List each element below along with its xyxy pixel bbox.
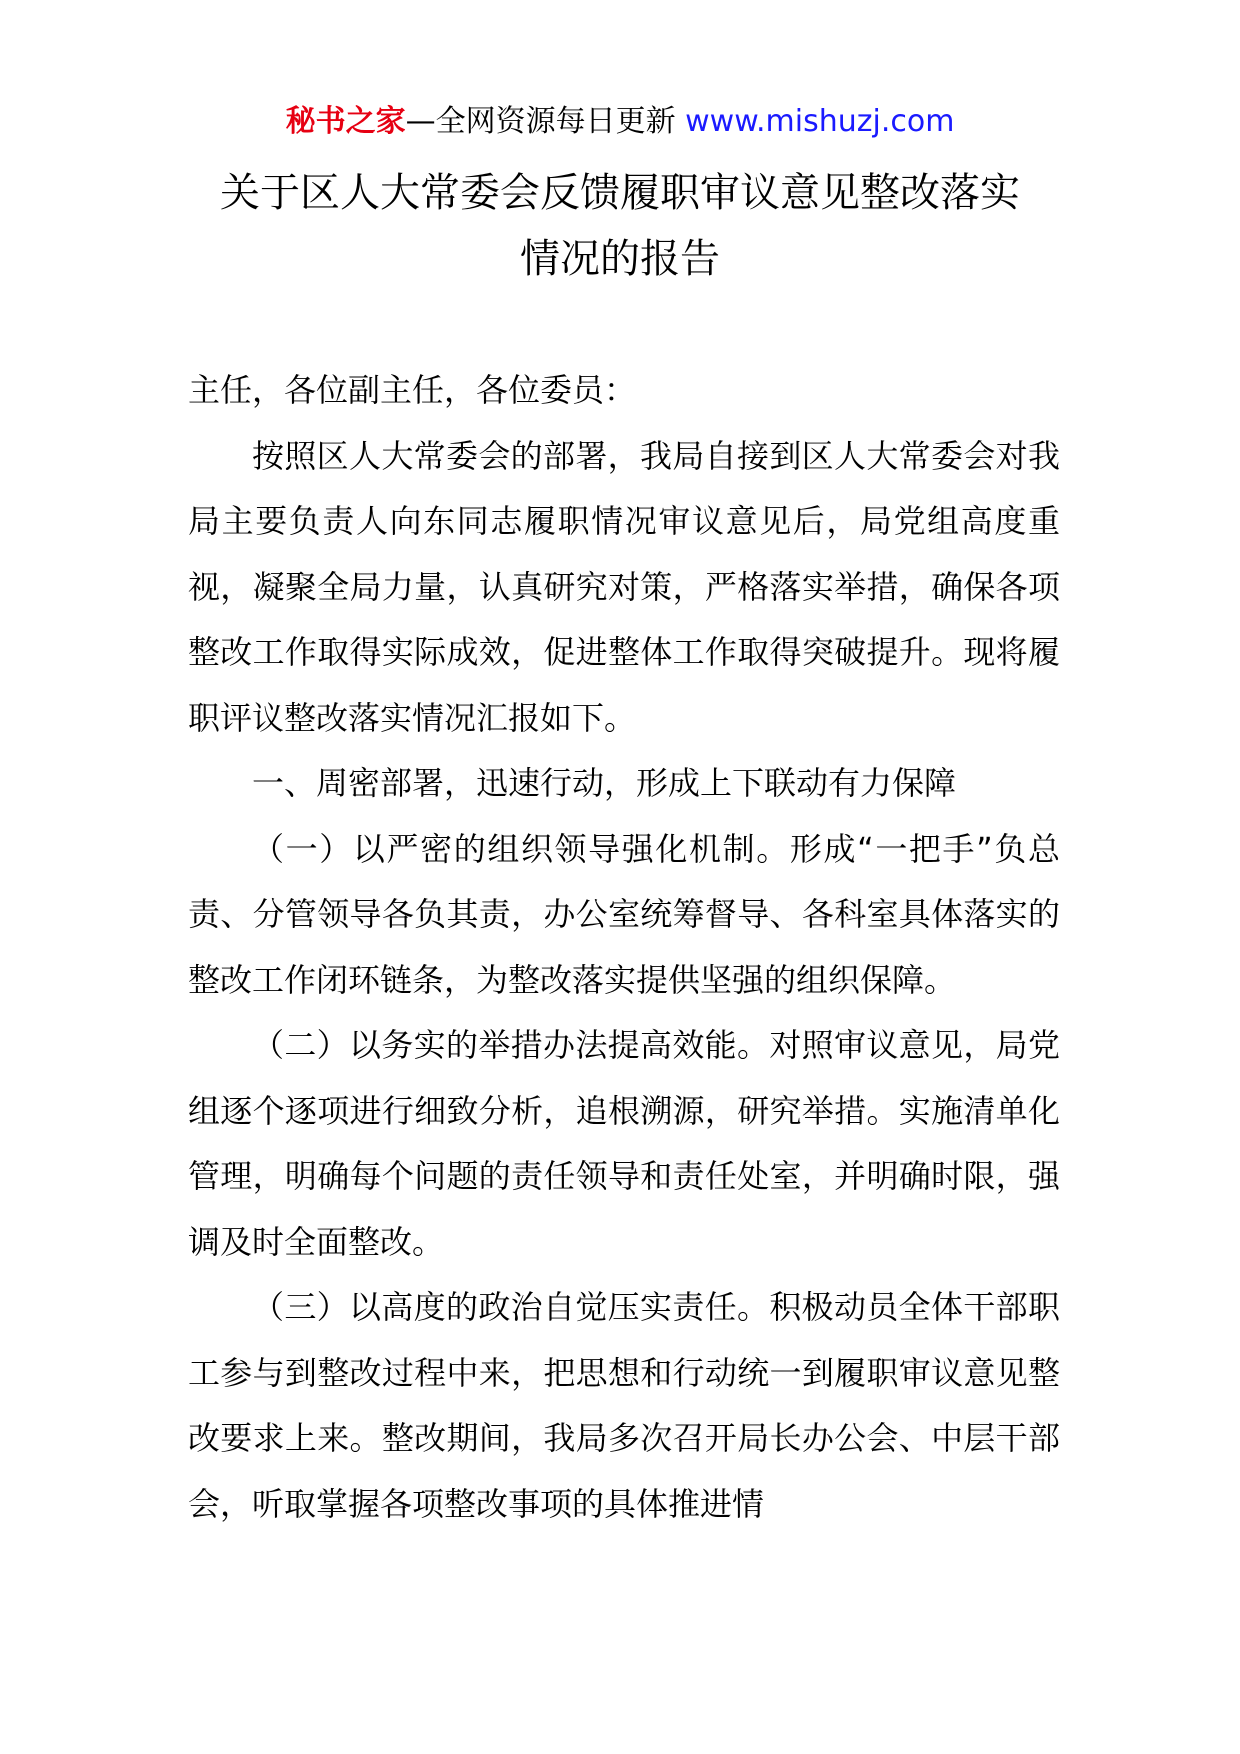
brand-name: 秘书之家 [285,104,406,139]
document-body [188,358,1060,1537]
header-tagline: —全网资源每日更新 [405,104,686,139]
title-line-2: 情况的报告 [520,236,720,282]
intro-paragraph: 按照区人大常委会的部署，我局自接到区人大常委会对我局主要负责人向东同志履职情况审议意见后，局党组高度重视，凝聚全局力量，认真研究对策，严格落实举措，确保各项整改工作取得实际成效，促进整体工作取得突破提升。现将履职评议整改落实情况汇报如下。 [188,436,1060,737]
paragraph-item-1: （一）以严密的组织领导强化机制。形成“一把手”负总责、分管领导各负其责，办公室统筹督导、各科室具体落实的整改工作闭环链条，为整改落实提供坚强的组织保障。 [188,829,1060,999]
paragraph-item-3: （三）以高度的政治自觉压实责任。积极动员全体干部职工参与到整改过程中来，把思想和行动统一到履职审议意见整改要求上来。整改期间，我局多次召开局长办公会、中层干部会，听取掌握各项整改事项的具体推进情 [188,1288,1060,1523]
site-header [0,100,1240,144]
paragraph-item-2: （二）以务实的举措办法提高效能。对照审议意见，局党组逐个逐项进行细致分析，追根溯源，研究举措。实施清单化管理，明确每个问题的责任领导和责任处室，并明确时限，强调及时全面整改。 [188,1026,1060,1261]
salutation: 主任，各位副主任，各位委员： [188,371,637,409]
site-url-link[interactable]: www.mishuzj.com [685,104,955,139]
document-title [0,160,1240,292]
section-heading-1: 一、周密部署，迅速行动，形成上下联动有力保障 [252,764,957,802]
title-line-1: 关于区人大常委会反馈履职审议意见整改落实 [220,170,1020,216]
